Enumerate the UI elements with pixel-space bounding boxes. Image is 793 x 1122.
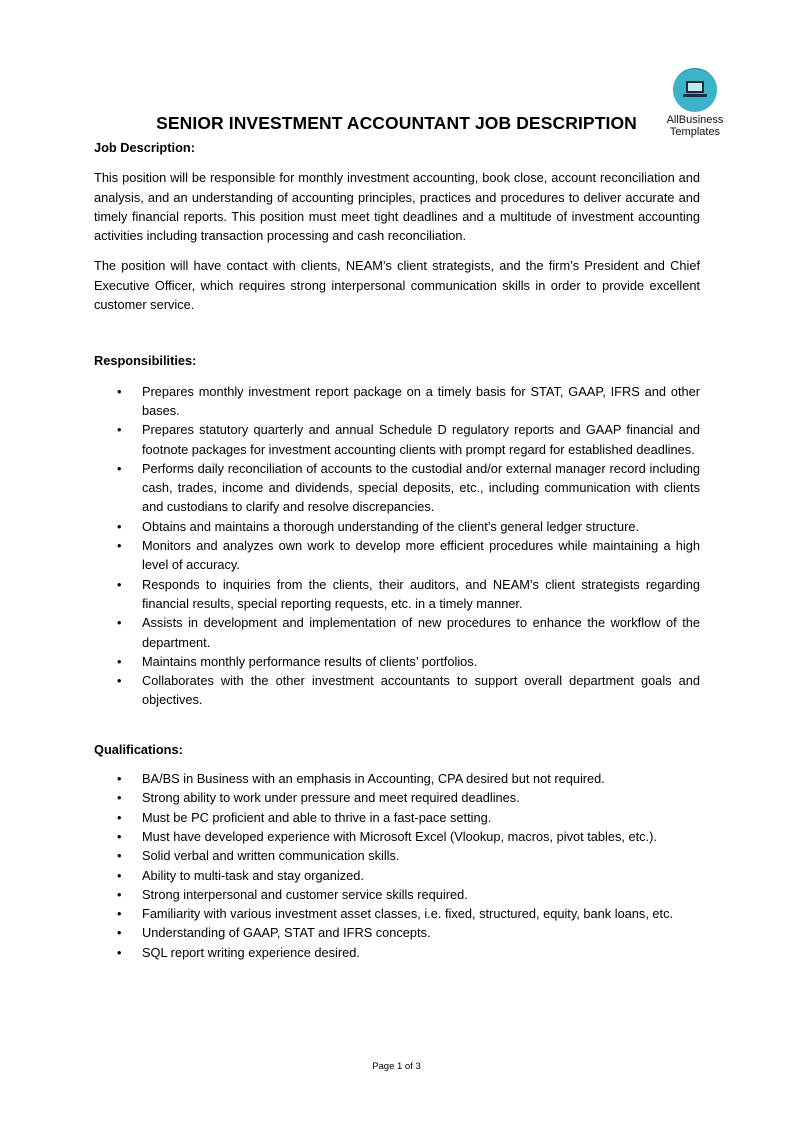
list-item: • Prepares statutory quarterly and annual Schedule D regulatory reports and GAAP financial and footnote packages for investment accounting clients with prompt regard for established deadlines. [117,422,700,457]
bullet: • [117,848,122,864]
list-item: • Assists in development and implementation of new procedures to enhance the workflow of the department. [117,615,700,650]
list-item: • BA/BS in Business with an emphasis in Accounting, CPA desired but not required. [94,769,700,788]
bullet: • [117,422,122,438]
bullet: • [117,944,122,960]
bullet: • [117,809,122,825]
document-body [94,138,700,962]
responsibilities-heading: Responsibilities: [94,353,197,369]
bullet: • [117,886,122,902]
bullet: • [117,771,122,787]
bullet: • [117,615,122,631]
bullet: • [117,460,122,476]
list-item: • Maintains monthly performance results of clients’ portfolios. [94,652,700,671]
list-item: • Strong ability to work under pressure and meet required deadlines. [94,788,700,807]
list-item: • Must have developed experience with Microsoft Excel (Vlookup, macros, pivot tables, etc.). [94,827,700,846]
list-item: • Solid verbal and written communication skills. [94,846,700,865]
list-item: • SQL report writing experience desired. [94,943,700,962]
list-item: • Monitors and analyzes own work to develop more efficient procedures while maintaining a high level of accuracy. [117,538,700,573]
bullet: • [117,790,122,806]
bullet: • [117,538,122,554]
bullet: • [117,673,122,689]
document-title: SENIOR INVESTMENT ACCOUNTANT JOB DESCRIPTION [156,113,637,133]
bullet: • [117,925,122,941]
responsibilities-list [94,382,700,710]
list-item: • Familiarity with various investment asset classes, i.e. fixed, structured, equity, bank loans, etc. [94,904,700,923]
job-description-paragraph-2: The position will have contact with clients, NEAM’s client strategists, and the firm’s President and Chief Executive Officer, which requires strong interpersonal communication skills in order to provide excellent customer service. [94,258,700,313]
list-item: • Prepares monthly investment report package on a timely basis for STAT, GAAP, IFRS and other bases. [117,383,700,418]
qualifications-heading: Qualifications: [94,741,183,757]
job-description-paragraph-1: This position will be responsible for monthly investment accounting, book close, account reconciliation and analysis, and an understanding of accounting principles, practices and procedures to deliver accurate and timely financial reports. This position must meet tight deadlines and a multitude of investment accounting activities including transaction processing and cash reconciliation. [94,170,700,244]
logo-text-line1: AllBusiness [666,114,724,126]
bullet: • [117,828,122,844]
logo-text-line2: Templates [669,126,721,138]
list-item: • Ability to multi-task and stay organized. [94,866,700,885]
list-item: • Responds to inquiries from the clients, their auditors, and NEAM’s client strategists regarding financial results, special reporting requests, etc. in a timely manner. [117,576,700,611]
page-number: Page 1 of 3 [372,1061,421,1072]
list-item: • Collaborates with the other investment accountants to support overall department goals and objectives. [117,673,700,708]
bullet: • [117,383,122,399]
bullet: • [117,867,122,883]
bullet: • [117,576,122,592]
bullet: • [117,653,122,669]
laptop-icon [673,68,717,112]
bullet: • [117,906,122,922]
qualifications-list [94,769,700,962]
list-item: • Performs daily reconciliation of accounts to the custodial and/or external manager record including cash, trades, income and dividends, special deposits, etc., including communication with clients and custodians to clarify and resolve discrepancies. [117,460,700,515]
list-item: • Must be PC proficient and able to thrive in a fast-pace setting. [94,808,700,827]
list-item: • Understanding of GAAP, STAT and IFRS concepts. [94,923,700,942]
job-description-heading: Job Description: [94,140,195,155]
bullet: • [117,518,122,534]
list-item: • Strong interpersonal and customer service skills required. [94,885,700,904]
list-item: • Obtains and maintains a thorough understanding of the client’s general ledger structure. [94,517,700,536]
